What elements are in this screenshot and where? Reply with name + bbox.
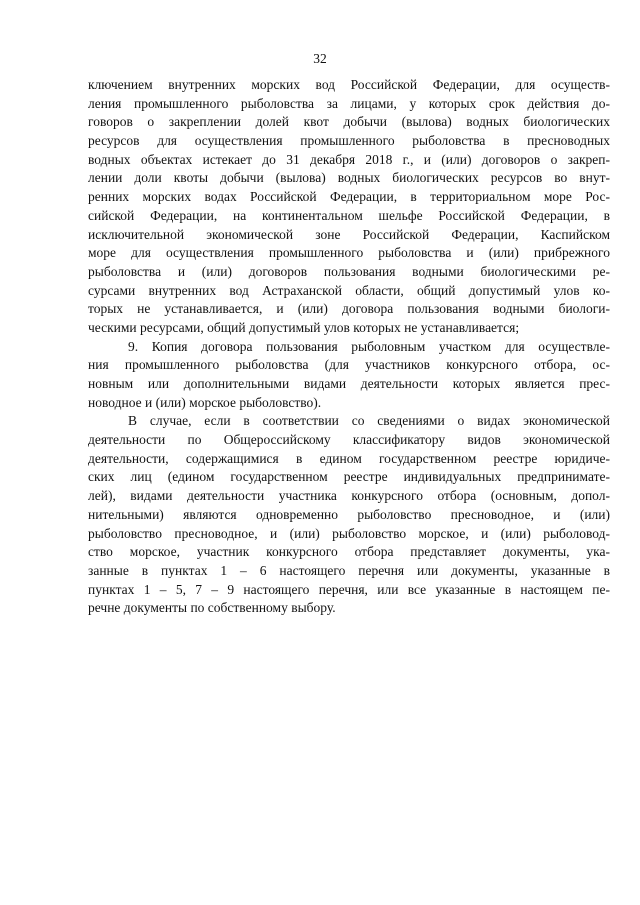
text-line: новодное и (или) морское рыболовство). [88, 394, 322, 410]
text-line: деятельности по Общероссийскому классификатору видов экономической [88, 432, 610, 448]
text-line: лей), видами деятельности участника конкурсного отбора (основным, допол- [88, 488, 610, 504]
text-line: В случае, если в соответствии со сведениями о видах экономической [128, 413, 610, 429]
document-body [88, 76, 610, 618]
text-line: ния промышленного рыболовства (для участников конкурсного отбора, ос- [88, 357, 610, 373]
text-line: ренних морских водах Российской Федерации, в территориальном море Рос- [88, 189, 610, 205]
text-line: новным или дополнительными видами деятельности которых является прес- [88, 376, 610, 391]
text-line: деятельности, содержащимися в едином государственном реестре юридиче- [88, 450, 610, 466]
text-line: ресурсов для осуществления промышленного рыболовства в пресноводных [88, 133, 610, 149]
text-line: сийской Федерации, на континентальном шельфе Российской Федерации, в [88, 207, 610, 223]
text-line: ство морское, участник конкурсного отбора представляет документы, ука- [88, 544, 610, 560]
text-line: рыболовства и (или) договоров пользования водными биологическими ре- [88, 263, 610, 279]
text-line: занные в пунктах 1 – 6 настоящего перечня или документы, указанные в [88, 562, 610, 578]
paragraph [88, 412, 610, 618]
text-line: рыболовство пресноводное, и (или) рыболовство морское, и (или) рыболовод- [88, 525, 610, 541]
paragraph [88, 338, 610, 413]
text-line: нительными) являются одновременно рыболовство пресноводное, и (или) [88, 506, 610, 522]
text-line: пунктах 1 – 5, 7 – 9 настоящего перечня, или все указанные в настоящем пе- [88, 581, 610, 597]
text-line: ключением внутренних морских вод Российской Федерации, для осуществ- [88, 77, 610, 92]
text-line: сурсами внутренних вод Астраханской области, общий допустимый улов ко- [88, 282, 610, 298]
text-line: исключительной экономической зоне Российской Федерации, Каспийском [88, 226, 610, 242]
text-line: говоров о закреплении долей квот добычи (вылова) водных биологических [88, 114, 610, 130]
paragraph [88, 76, 610, 338]
text-line: ления промышленного рыболовства за лицами, у которых срок действия до- [88, 95, 610, 111]
page-number: 32 [313, 51, 327, 66]
text-line: торых не устанавливается, и (или) договора пользования водными биологи- [88, 301, 610, 317]
text-line: водных объектах истекает до 31 декабря 2018 г., и (или) договоров о закреп- [88, 151, 610, 167]
text-line: ческими ресурсами, общий допустимый улов которых не устанавливается; [88, 319, 520, 335]
text-line: ских лиц (едином государственном реестре индивидуальных предпринимате- [88, 469, 610, 485]
text-line: речне документы по собственному выбору. [88, 600, 336, 616]
text-line: море для осуществления промышленного рыболовства и (или) прибрежного [88, 245, 610, 261]
text-line: лении доли квоты добычи (вылова) водных биологических ресурсов во внут- [88, 170, 610, 186]
text-line: 9. Копия договора пользования рыболовным участком для осуществле- [128, 338, 610, 354]
